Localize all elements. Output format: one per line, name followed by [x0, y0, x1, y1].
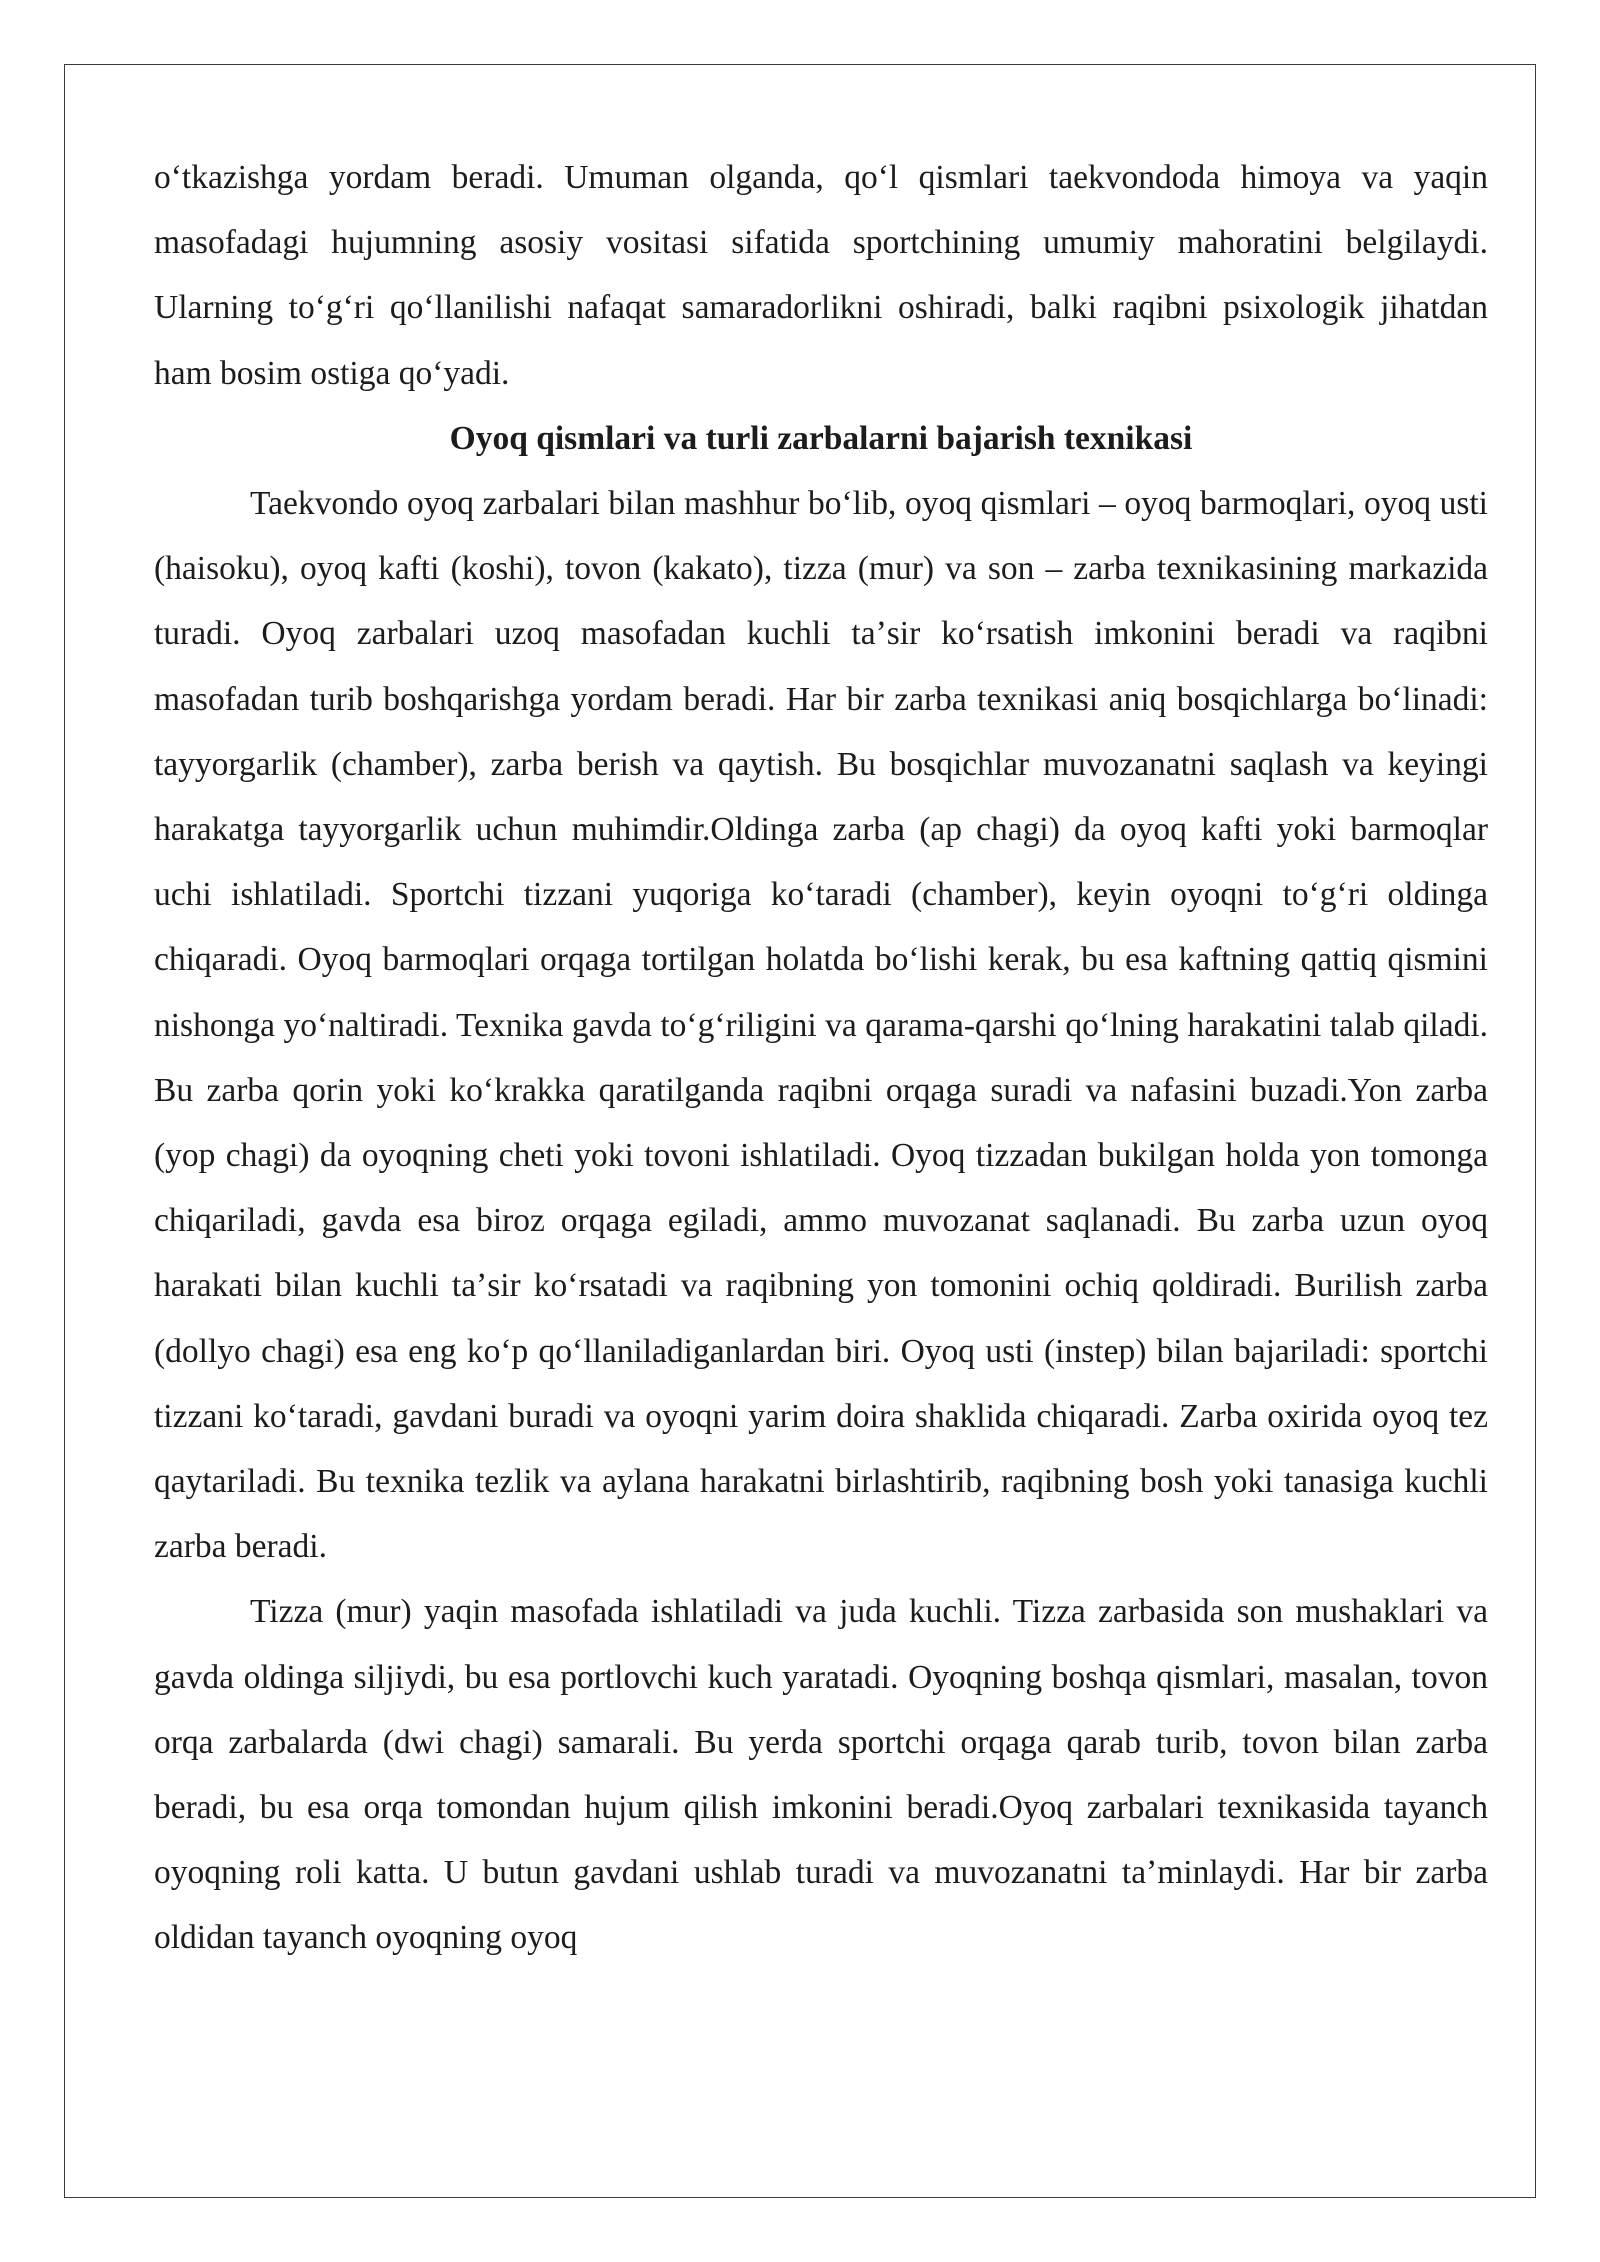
section-heading: Oyoq qismlari va turli zarbalarni bajarish texnikasi — [449, 419, 1193, 457]
document-body — [154, 145, 1488, 1971]
paragraph-continued: oʻtkazishga yordam beradi. Umuman olganda, qoʻl qismlari taekvondoda himoya va yaqin masofadagi hujumning asosiy vositasi sifatida sportchining umumiy mahoratini belgilaydi. Ularning toʻgʻri qoʻllanilishi nafaqat samaradorlikni oshiradi, balki raqibni psixologik jihatdan ham bosim ostiga qoʻyadi. — [154, 159, 1488, 392]
paragraph-foot-techniques: Taekvondo oyoq zarbalari bilan mashhur boʻlib, oyoq qismlari – oyoq barmoqlari, oyoq usti (haisoku), oyoq kafti (koshi), tovon (kakato), tizza (mur) va son – zarba texnikasining markazida turadi. Oyoq zarbalari uzoq masofadan kuchli taʼsir koʻrsatish imkonini beradi va raqibni masofadan turib boshqarishga yordam beradi. Har bir zarba texnikasi aniq bosqichlarga boʻlinadi: tayyorgarlik (chamber), zarba berish va qaytish. Bu bosqichlar muvozanatni saqlash va keyingi harakatga tayyorgarlik uchun muhimdir.Oldinga zarba (ap chagi) da oyoq kafti yoki barmoqlar uchi ishlatiladi. Sportchi tizzani yuqoriga koʻtaradi (chamber), keyin oyoqni toʻgʻri oldinga chiqaradi. Oyoq barmoqlari orqaga tortilgan holatda boʻlishi kerak, bu esa kaftning qattiq qismini nishonga yoʻnaltiradi. Texnika gavda toʻgʻriligini va qarama-qarshi qoʻlning harakatini talab qiladi. Bu zarba qorin yoki koʻkrakka qaratilganda raqibni orqaga suradi va nafasini buzadi.Yon zarba (yop chagi) da oyoqning cheti yoki tovoni ishlatiladi. Oyoq tizzadan bukilgan holda yon tomonga chiqariladi, gavda esa biroz orqaga egiladi, ammo muvozanat saqlanadi. Bu zarba uzun oyoq harakati bilan kuchli taʼsir koʻrsatadi va raqibning yon tomonini ochiq qoldiradi. Burilish zarba (dollyo chagi) esa eng koʻp qoʻllaniladiganlardan biri. Oyoq usti (instep) bilan bajariladi: sportchi tizzani koʻtaradi, gavdani buradi va oyoqni yarim doira shaklida chiqaradi. Zarba oxirida oyoq tez qaytariladi. Bu texnika tezlik va aylana harakatni birlashtirib, raqibning bosh yoki tanasiga kuchli zarba beradi. — [154, 485, 1488, 1566]
paragraph-knee-techniques: Tizza (mur) yaqin masofada ishlatiladi va juda kuchli. Tizza zarbasida son mushaklari va gavda oldinga siljiydi, bu esa portlovchi kuch yaratadi. Oyoqning boshqa qismlari, masalan, tovon orqa zarbalarda (dwi chagi) samarali. Bu yerda sportchi orqaga qarab turib, tovon bilan zarba beradi, bu esa orqa tomondan hujum qilish imkonini beradi.Oyoq zarbalari texnikasida tayanch oyoqning roli katta. U butun gavdani ushlab turadi va muvozanatni taʼminlaydi. Har bir zarba oldidan tayanch oyoqning oyoq — [154, 1593, 1488, 1957]
